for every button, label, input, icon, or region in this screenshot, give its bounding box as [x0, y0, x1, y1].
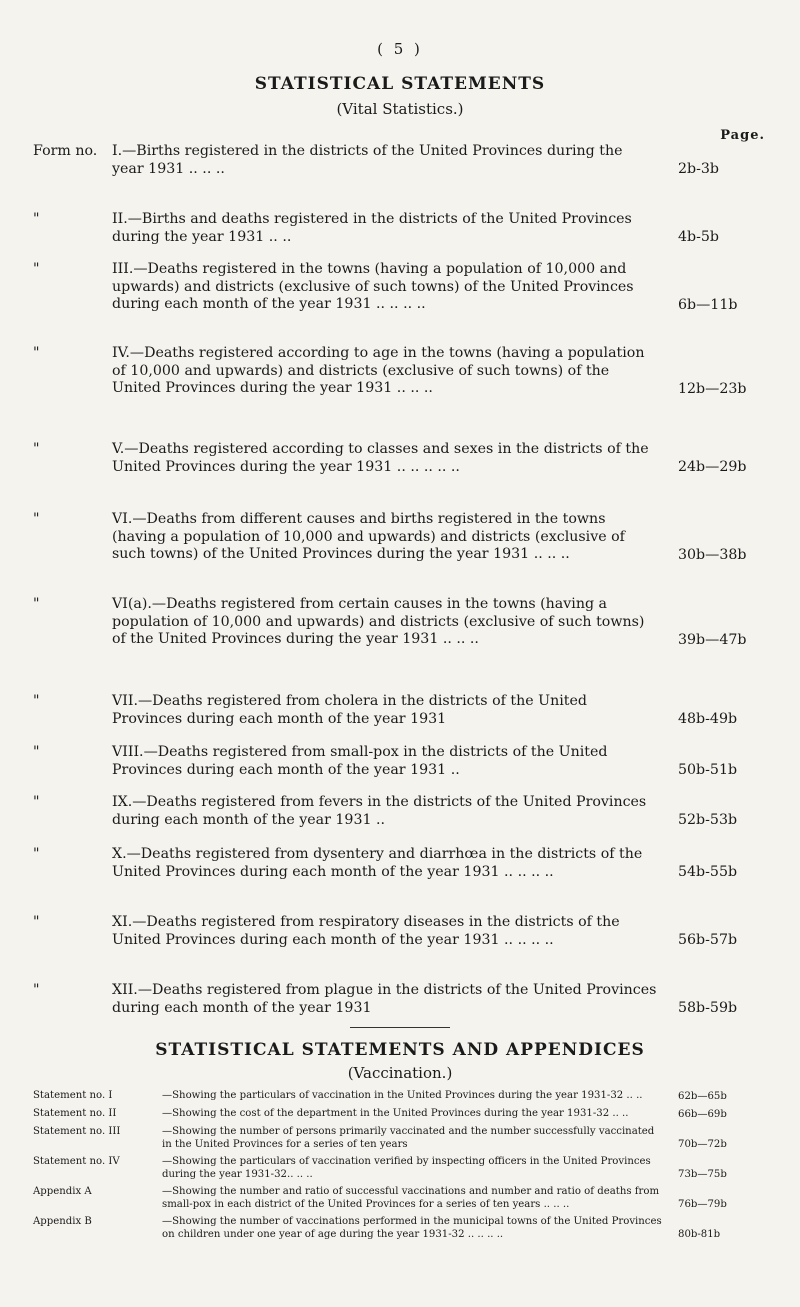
form-label: " — [33, 211, 40, 227]
form-label: " — [33, 846, 40, 862]
form-description: IV.—Deaths registered according to age in the towns (having a population of 10,000 and upwards) and districts (exclusive of such towns) of the United Provinces during the year 1931 .. .. .. — [112, 345, 645, 396]
statement-page-range: 66b—69b — [678, 1108, 727, 1120]
statement-label: Statement no. III — [33, 1126, 121, 1137]
form-description: VIII.—Deaths registered from small-pox in the districts of the United Provinces during each month of the year 1931 .. — [112, 744, 608, 778]
statement-page-range: 80b-81b — [678, 1228, 721, 1240]
form-page-range: 52b-53b — [678, 811, 738, 828]
statement-description: —Showing the number of vaccinations performed in the municipal towns of the United Provinces on children under one year of age during the year 1931-32 .. .. .. .. — [162, 1216, 662, 1240]
form-page-range: 54b-55b — [678, 863, 738, 880]
form-label: " — [33, 744, 40, 760]
statement-label: Statement no. II — [33, 1108, 117, 1119]
form-description: IX.—Deaths registered from fevers in the districts of the United Provinces during each month of the year 1931 .. — [112, 794, 647, 828]
form-page-range: 58b-59b — [678, 999, 738, 1016]
statement-description: —Showing the particulars of vaccination verified by inspecting officers in the United Provinces during the year 1931-32.. .. .. — [162, 1156, 651, 1180]
form-page-range: 56b-57b — [678, 931, 738, 948]
form-page-range: 12b—23b — [678, 380, 747, 397]
heading-statements-appendices: STATISTICAL STATEMENTS AND APPENDICES — [155, 1040, 645, 1060]
statement-page-range: 73b—75b — [678, 1168, 727, 1180]
subheading-vaccination: (Vaccination.) — [347, 1064, 453, 1082]
form-description: XI.—Deaths registered from respiratory diseases in the districts of the United Provinces during each month of the year 1931 .. .. .. .. — [112, 914, 620, 948]
form-label: " — [33, 261, 40, 277]
statement-description: —Showing the number of persons primarily vaccinated and the number successfully vaccinated in the United Provinces for a series of ten years — [162, 1126, 655, 1150]
statement-description: —Showing the number and ratio of successful vaccinations and number and ratio of deaths from small-pox in each district of the United Provinces for a series of ten years .. .. .. — [162, 1186, 660, 1210]
form-page-range: 39b—47b — [678, 631, 747, 648]
page-number: ( 5 ) — [377, 40, 423, 58]
statement-page-range: 76b—79b — [678, 1198, 727, 1210]
form-description: VI(a).—Deaths registered from certain causes in the towns (having a population of 10,000 and upwards) and districts (exclusive of such towns) of the United Provinces during the year 1931 .. .. .. — [112, 596, 645, 647]
statement-label: Statement no. IV — [33, 1156, 120, 1167]
form-description: III.—Deaths registered in the towns (having a population of 10,000 and upwards) and districts (exclusive of such towns) of the United Provinces during each month of the year 1931 .. .. .. .. — [112, 261, 634, 312]
form-label: " — [33, 596, 40, 612]
form-page-range: 6b—11b — [678, 296, 738, 313]
form-label: " — [33, 914, 40, 930]
form-label: " — [33, 345, 40, 361]
form-page-range: 4b-5b — [678, 228, 720, 245]
form-description: VII.—Deaths registered from cholera in the districts of the United Provinces during each month of the year 1931 — [112, 693, 587, 727]
form-label: " — [33, 982, 40, 998]
form-page-range: 30b—38b — [678, 546, 747, 563]
form-description: VI.—Deaths from different causes and births registered in the towns (having a population of 10,000 and upwards) and districts (exclusive of such towns) of the United Provinces during the year 1931 .. .. .. — [112, 511, 625, 562]
form-label: " — [33, 693, 40, 709]
form-label: Form no. — [33, 143, 98, 159]
form-description: V.—Deaths registered according to classes and sexes in the districts of the United Provinces during the year 1931 .. .. .. .. .. — [112, 441, 649, 475]
form-label: " — [33, 794, 40, 810]
statement-page-range: 70b—72b — [678, 1138, 727, 1150]
form-page-range: 24b—29b — [678, 458, 747, 475]
form-description: II.—Births and deaths registered in the districts of the United Provinces during the year 1931 .. .. — [112, 211, 632, 245]
statement-label: Appendix B — [33, 1216, 92, 1227]
form-description: XII.—Deaths registered from plague in the districts of the United Provinces during each month of the year 1931 — [112, 982, 657, 1016]
form-label: " — [33, 511, 40, 527]
page-column-label: Page. — [720, 128, 765, 143]
form-page-range: 2b-3b — [678, 160, 720, 177]
heading-statistical-statements: STATISTICAL STATEMENTS — [254, 74, 546, 94]
form-description: X.—Deaths registered from dysentery and diarrhœa in the districts of the United Provinces during each month of the year 1931 .. .. .. .. — [112, 846, 643, 880]
form-label: " — [33, 441, 40, 457]
statement-label: Appendix A — [33, 1186, 92, 1197]
statement-description: —Showing the cost of the department in the United Provinces during the year 1931-32 .. .. — [162, 1108, 629, 1119]
form-page-range: 48b-49b — [678, 710, 738, 727]
subheading-vital-statistics: (Vital Statistics.) — [336, 100, 464, 118]
form-page-range: 50b-51b — [678, 761, 738, 778]
form-description: I.—Births registered in the districts of the United Provinces during the year 1931 .. .. .. — [112, 143, 623, 177]
statement-description: —Showing the particulars of vaccination in the United Provinces during the year 1931-32 .. .. — [162, 1090, 643, 1101]
statement-page-range: 62b—65b — [678, 1090, 727, 1102]
statement-label: Statement no. I — [33, 1090, 113, 1101]
section-divider — [350, 1027, 450, 1028]
